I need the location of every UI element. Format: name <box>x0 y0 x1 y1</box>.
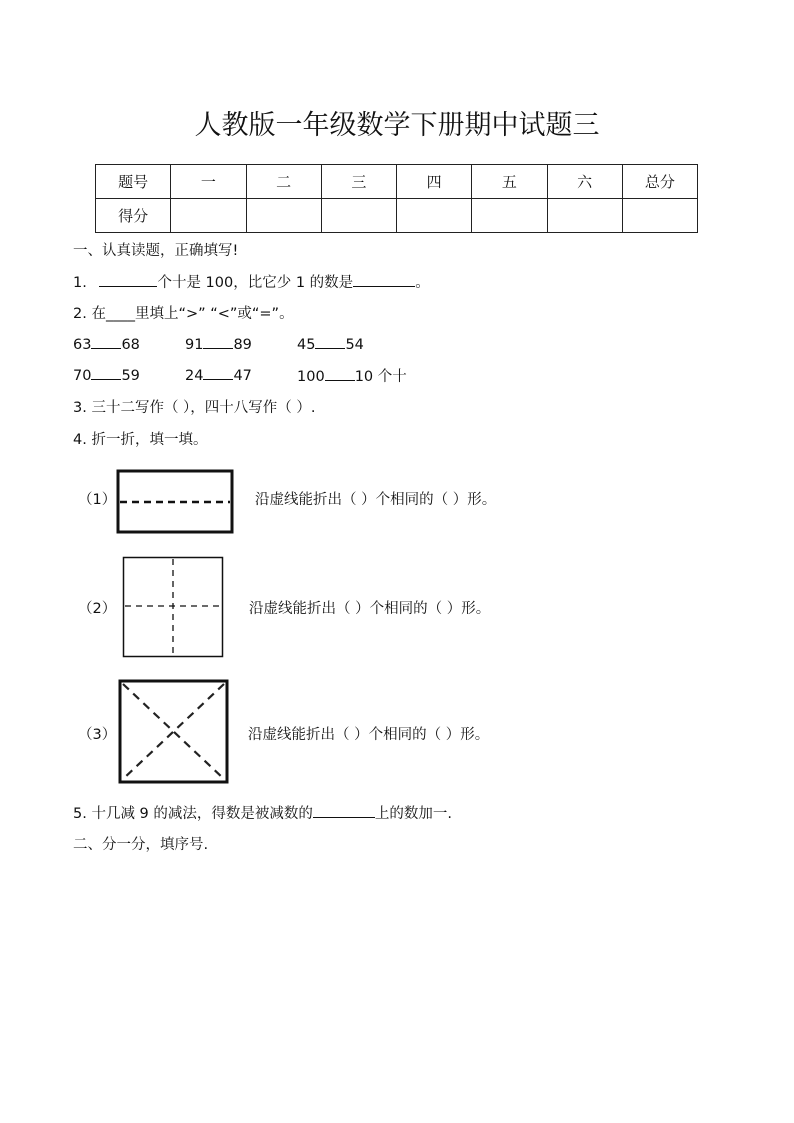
compare-blank[interactable] <box>325 366 355 381</box>
compare-blank[interactable] <box>91 334 121 349</box>
table-cell: 总分 <box>622 165 697 199</box>
question-number: 1. <box>73 275 87 291</box>
rectangle-fold-figure <box>116 469 235 535</box>
score-input-cell[interactable] <box>622 199 697 233</box>
compare-item: 91 89 <box>185 334 252 353</box>
table-cell: 三 <box>321 165 396 199</box>
question-4: 4. 折一折，填一填。 <box>73 432 208 448</box>
section1-heading: 一、认真读题，正确填写! <box>73 243 239 259</box>
compare-blank[interactable] <box>203 334 233 349</box>
compare-item: 63 68 <box>73 334 140 353</box>
fold-item-label: （1） <box>78 492 117 508</box>
answer-blank[interactable] <box>99 272 157 287</box>
table-cell: 一 <box>171 165 246 199</box>
table-cell: 题号 <box>96 165 171 199</box>
compare-item: 24 47 <box>185 365 252 384</box>
question-end: 。 <box>415 275 430 291</box>
answer-blank[interactable] <box>313 803 375 818</box>
question-2: 2. 在____里填上“>” “<”或“=”。 <box>73 306 294 322</box>
compare-blank[interactable] <box>203 365 233 380</box>
table-cell: 六 <box>547 165 622 199</box>
question-5: 5. 十几减 9 的减法，得数是被减数的 上的数加一. <box>73 802 452 823</box>
answer-blank[interactable] <box>353 272 415 287</box>
score-table-score-row <box>96 199 698 233</box>
score-input-cell[interactable] <box>321 199 396 233</box>
table-cell: 得分 <box>96 199 171 233</box>
score-table <box>95 164 698 233</box>
page-title: 人教版一年级数学下册期中试题三 <box>194 110 600 141</box>
section2-heading: 二、分一分，填序号. <box>73 837 209 853</box>
fold-item-label: （3） <box>78 727 117 743</box>
table-cell: 五 <box>472 165 547 199</box>
fold-item-label: （2） <box>78 601 117 617</box>
question-3: 3. 三十二写作（ ），四十八写作（ ）. <box>73 400 316 416</box>
question-1 <box>73 271 430 292</box>
fold-item-text: 沿虚线能折出（ ）个相同的（ ）形。 <box>255 492 497 508</box>
question-text: 个十是 100，比它少 1 的数是 <box>157 275 354 291</box>
compare-item: 100 10 个十 <box>297 365 407 386</box>
square-cross-fold-figure <box>122 556 225 658</box>
score-input-cell[interactable] <box>472 199 547 233</box>
fold-item-text: 沿虚线能折出（ ）个相同的（ ）形。 <box>248 727 490 743</box>
score-input-cell[interactable] <box>547 199 622 233</box>
compare-blank[interactable] <box>315 334 345 349</box>
score-input-cell[interactable] <box>246 199 321 233</box>
score-table-header-row <box>96 165 698 199</box>
table-cell: 四 <box>397 165 472 199</box>
square-diagonal-fold-figure <box>118 679 229 784</box>
table-cell: 二 <box>246 165 321 199</box>
compare-item: 45 54 <box>297 334 364 353</box>
fold-item-text: 沿虚线能折出（ ）个相同的（ ）形。 <box>249 601 491 617</box>
score-input-cell[interactable] <box>397 199 472 233</box>
compare-item: 70 59 <box>73 365 140 384</box>
score-input-cell[interactable] <box>171 199 246 233</box>
compare-blank[interactable] <box>91 365 121 380</box>
